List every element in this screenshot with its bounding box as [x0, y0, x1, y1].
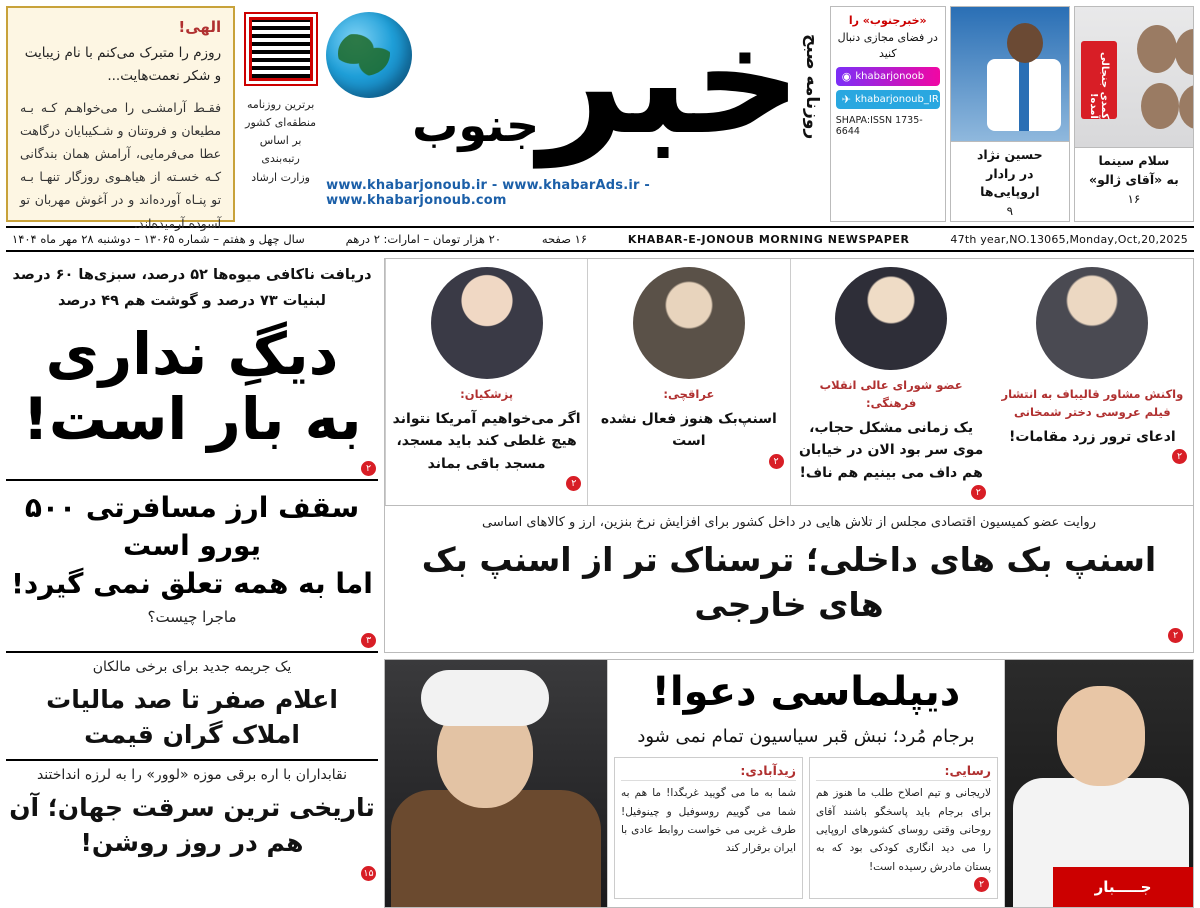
instagram-handle-text: khabarjonoob: [855, 70, 925, 82]
logo-block: [326, 0, 826, 222]
portrait-photo: [1036, 267, 1148, 379]
page-badge: ۲: [566, 476, 581, 491]
feature-quote-row: [614, 757, 998, 899]
promo-cinema-tag: [1081, 41, 1117, 119]
portrait-card-ghalibaf-adviser[interactable]: [992, 259, 1193, 505]
story-tax-lead: یک جریمه جدید برای برخی مالکان: [92, 659, 292, 676]
lead-kicker-line1: دریافت ناکافی میوه‌ها ۵۲ درصد، سبزی‌ها ۶۰ درصد: [12, 267, 372, 283]
promo-player-caption: [951, 142, 1069, 204]
promo-player[interactable]: [950, 6, 1070, 222]
social-heading-red: «خبرجنوب» را: [848, 14, 927, 27]
ministry-line-2: منطقه‌ای کشور: [245, 116, 317, 130]
story-currency-headline[interactable]: [6, 483, 378, 608]
devotional-title: الهی!: [178, 18, 222, 36]
social-follow-box: [830, 6, 946, 222]
promo-player-page: ۹: [1006, 204, 1014, 218]
portrait-card-araghchi[interactable]: [587, 259, 789, 505]
promo-player-photo: [951, 7, 1069, 142]
portrait-photo: [431, 267, 543, 379]
promo-player-line2: در رادار اروپایی‌ها: [980, 165, 1040, 200]
main-content: [6, 258, 1194, 897]
devotional-box: [6, 6, 235, 231]
story-currency-line1: سقف ارز مسافرتی ۵۰۰ یورو است: [24, 491, 360, 562]
portrait-role: پزشکیان:: [460, 387, 514, 401]
advert-banner[interactable]: [1053, 867, 1193, 907]
promo-cinema-tag-text: کمدی جنجالی آمده!: [1087, 51, 1110, 119]
right-column: [6, 258, 378, 884]
portrait-role: عضو شورای عالی انقلاب فرهنگی:: [819, 378, 963, 411]
wide-story-lead: روایت عضو کمیسیون اقتصادی مجلس از تلاش هایی در داخل کشور برای افزایش نرخ بنزین، ارز و کالاهای اساسی: [482, 515, 1096, 530]
portrait-title: یک زمانی مشکل حجاب، موی سر بود الان در خیابان هم داف می بینیم هم ناف!: [798, 419, 984, 481]
devotional-lead: روزم را متبرک می‌کنم با نام زیبایت و شکر نعمت‌هایت...: [24, 45, 222, 84]
story-currency-badge-row: [6, 632, 378, 649]
promo-cinema-caption: [1075, 148, 1193, 192]
wide-story-headline: اسنپ بک های داخلی؛ ترسناک تر از اسنپ بک های خارجی: [421, 540, 1157, 624]
issue-pages: ۱۶ صفحه: [541, 232, 588, 246]
portrait-title: ادعای ترور زرد مقامات!: [1009, 428, 1176, 445]
ministry-ranking-note: [245, 96, 316, 187]
advert-banner-text: جـــــبار: [1094, 878, 1152, 897]
left-column: [384, 258, 1194, 897]
ministry-line-1: برترین روزنامه: [246, 98, 315, 111]
feature-story[interactable]: [384, 659, 1194, 908]
portrait-title: اگر می‌خواهیم آمریکا نتواند هیچ غلطی کند باید مسجد، مسجد باقی بماند: [392, 410, 581, 472]
story-louvre-lead: نقابداران با اره برقی موزه «لوور» را به لرزه انداختند: [36, 767, 348, 784]
shapa-code: SHAPA:ISSN 1735-6644: [835, 114, 923, 137]
promo-cinema-page: ۱۶: [1127, 191, 1141, 206]
feature-headline: دیپلماسی دعوا!: [651, 669, 961, 716]
logo-vertical-label: روزنامه صبح: [801, 34, 822, 140]
page-badge: ۲: [1172, 449, 1187, 464]
issue-info-middle: KHABAR-E-JONOUB MORNING NEWSPAPER: [627, 232, 910, 246]
feature-text-block: [608, 660, 1004, 907]
story-tax-headline[interactable]: اعلام صفر تا صد مالیات املاک گران قیمت: [46, 685, 338, 750]
issue-info-left: 47th year,NO.13065,Monday,Oct,20,2025: [950, 232, 1188, 246]
promo-cinema-line2: به «آقای ژالو»: [1089, 171, 1179, 187]
promo-cinema-photo: [1075, 7, 1193, 148]
masthead: [6, 0, 1194, 231]
promo-player-line1: حسین نژاد: [977, 146, 1043, 162]
issue-info-right: سال چهل و هفتم – شماره ۱۳۰۶۵ – دوشنبه ۲۸ مهر ماه ۱۴۰۴: [12, 232, 305, 246]
story-louvre-badge-row: [6, 865, 378, 882]
story-louvre-headline[interactable]: تاریخی ترین سرقت جهان؛ آن هم در روز روشن!: [9, 793, 375, 858]
qr-and-ministry-column: [239, 6, 322, 222]
lead-badge-row: [6, 460, 378, 477]
page-badge: ۲: [1168, 628, 1183, 643]
story-currency-line2: اما به همه تعلق نمی گیرد!: [11, 566, 373, 600]
issue-price: ۲۰ هزار تومان – امارات: ۲ درهم: [345, 232, 502, 246]
quote-text: شما به ما می گویید غربگدا! ما هم به شما می گوییم روسوفیل و چینوفیل! طرف غربی می خواست روابط عادی با ایران برقرار کند: [621, 787, 796, 855]
social-heading-text: در فضای مجازی دنبال کنید: [837, 30, 938, 60]
quote-zeidabadi: [614, 757, 803, 899]
social-heading: [836, 13, 940, 63]
page-badge: ۲: [974, 877, 989, 892]
portrait-photo: [633, 267, 745, 379]
page-badge: ۲: [769, 454, 784, 469]
portrait-role: عراقچی:: [663, 387, 715, 401]
quote-name: زیدآبادی:: [621, 763, 796, 781]
logo-subword: جنوب: [412, 98, 540, 152]
instagram-handle[interactable]: [836, 67, 940, 86]
devotional-body: فقـط آرامشـی را می‌خواهـم کـه بـه مطیعان و فروتنان و شـکیبایان درگاهت عطا می‌فرمایی، آرامش همان بندگانی کـه خسـته از هیاهـوی روزگار تنهـا بـه تو پنـاه آورده‌اند و در آغوش مهربان تو آسوده آرمیده‌اند.: [20, 99, 222, 231]
telegram-icon: ✈: [841, 92, 851, 106]
portrait-title: اسنپ‌بک هنوز فعال نشده است: [600, 410, 777, 450]
promo-cinema-line1: سلام سینما: [1098, 153, 1170, 168]
page-badge: ۳: [361, 633, 376, 648]
ministry-line-5: وزارت ارشاد: [251, 170, 310, 184]
portrait-role: واکنش مشاور قالیباف به انتشار فیلم عروسی دختر شمخانی: [1001, 387, 1184, 419]
portrait-card-pezeshkian[interactable]: [385, 259, 587, 505]
instagram-icon: ◉: [841, 69, 852, 83]
qr-code[interactable]: [244, 12, 318, 86]
telegram-handle[interactable]: [836, 90, 940, 109]
globe-icon: [326, 12, 412, 98]
lead-headline[interactable]: [6, 320, 378, 460]
quote-text: لاریجانی و تیم اصلاح طلب ما هنوز هم برای برجام باید پاسخگو باشند آقای روحانی وقتی روسای کشورهای اروپایی را می دید انگاری کودکی بود که به پستان مادرش رسیده است!: [816, 787, 991, 873]
feature-subhead: برجام مُرد؛ نبش قبر سیاسیون تمام نمی شود: [637, 726, 975, 748]
ministry-line-3: بر اساس: [259, 134, 302, 148]
telegram-handle-text: khabarjonoub_IR: [854, 93, 939, 105]
page-badge: ۲: [361, 461, 376, 476]
portrait-strip: [384, 258, 1194, 506]
logo-wordmark: خبر: [539, 0, 802, 168]
quote-name: رسایی:: [816, 763, 991, 781]
page-badge: ۲: [971, 485, 986, 500]
wide-story[interactable]: [384, 506, 1194, 653]
feature-photo-cleric: [385, 660, 608, 907]
feature-photo-man: [1004, 660, 1193, 907]
promo-cinema[interactable]: [1074, 6, 1194, 222]
lead-kicker: [6, 258, 378, 320]
page-badge: ۱۵: [361, 866, 376, 881]
portrait-card-council-member[interactable]: [790, 259, 992, 505]
ministry-line-4: رتبه‌بندی: [261, 152, 300, 166]
website-urls[interactable]: www.khabarjonoub.ir - www.khabarAds.ir - www.khabarjonoub.com: [326, 178, 650, 208]
lead-kicker-line2: لبنیات ۷۳ درصد و گوشت هم ۴۹ درصد: [58, 293, 326, 310]
story-currency-sub: ماجرا چیست؟: [147, 608, 237, 627]
lead-headline-line2: به بار است!: [22, 385, 362, 454]
lead-headline-line1: دیگِ نداری: [45, 320, 339, 389]
quote-rasaei: [809, 757, 998, 899]
portrait-photo: [835, 267, 947, 370]
